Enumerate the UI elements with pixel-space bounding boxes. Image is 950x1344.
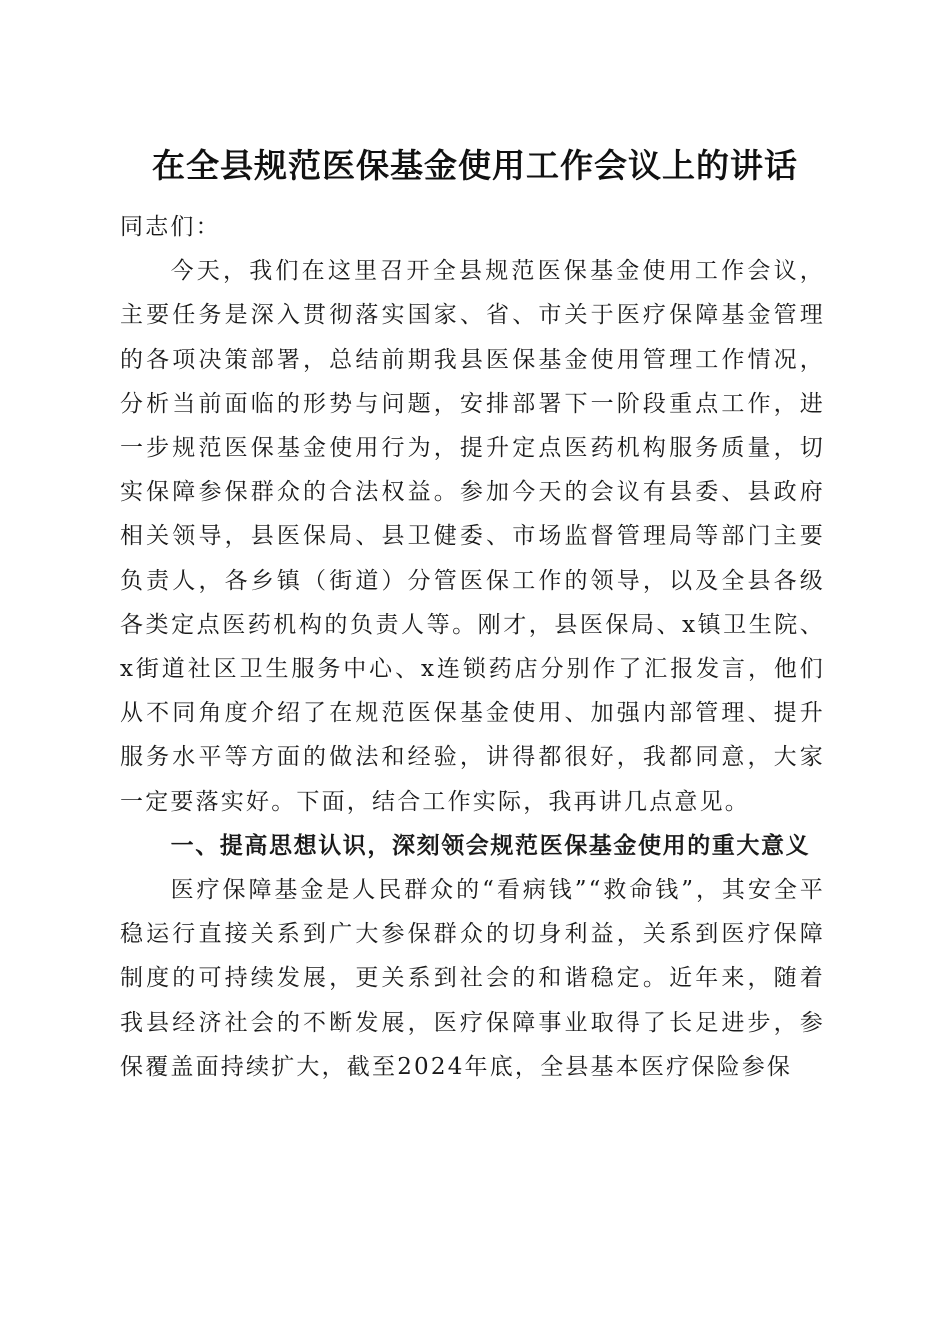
- section-heading: 一、提高思想认识，深刻领会规范医保基金使用的重大意义: [170, 832, 811, 859]
- salutation: 同志们：: [120, 214, 221, 240]
- document-title: 在全县规范医保基金使用工作会议上的讲话: [152, 146, 798, 185]
- section-paragraph: 医疗保障基金是人民群众的“看病钱”“救命钱”，其安全平稳运行直接关系到广大参保群众的切身利益，关系到医疗保障制度的可持续发展，更关系到社会的和谐稳定。近年来，随着我县经济社会的不断发展，医疗保障事业取得了长足进步，参保覆盖面持续扩大，截至2024年底，全县基本医疗保险参保: [120, 877, 825, 1080]
- opening-paragraph: 今天，我们在这里召开全县规范医保基金使用工作会议，主要任务是深入贯彻落实国家、省、市关于医疗保障基金管理的各项决策部署，总结前期我县医保基金使用管理工作情况，分析当前面临的形势与问题，安排部署下一阶段重点工作，进一步规范医保基金使用行为，提升定点医药机构服务质量，切实保障参保群众的合法权益。参加今天的会议有县委、县政府相关领导，县医保局、县卫健委、市场监督管理局等部门主要负责人，各乡镇（街道）分管医保工作的领导，以及全县各级各类定点医药机构的负责人等。刚才，县医保局、x镇卫生院、x街道社区卫生服务中心、x连锁药店分别作了汇报发言，他们从不同角度介绍了在规范医保基金使用、加强内部管理、提升服务水平等方面的做法和经验，讲得都很好，我都同意，大家一定要落实好。下面，结合工作实际，我再讲几点意见。: [120, 258, 825, 815]
- document-body: [120, 205, 825, 1089]
